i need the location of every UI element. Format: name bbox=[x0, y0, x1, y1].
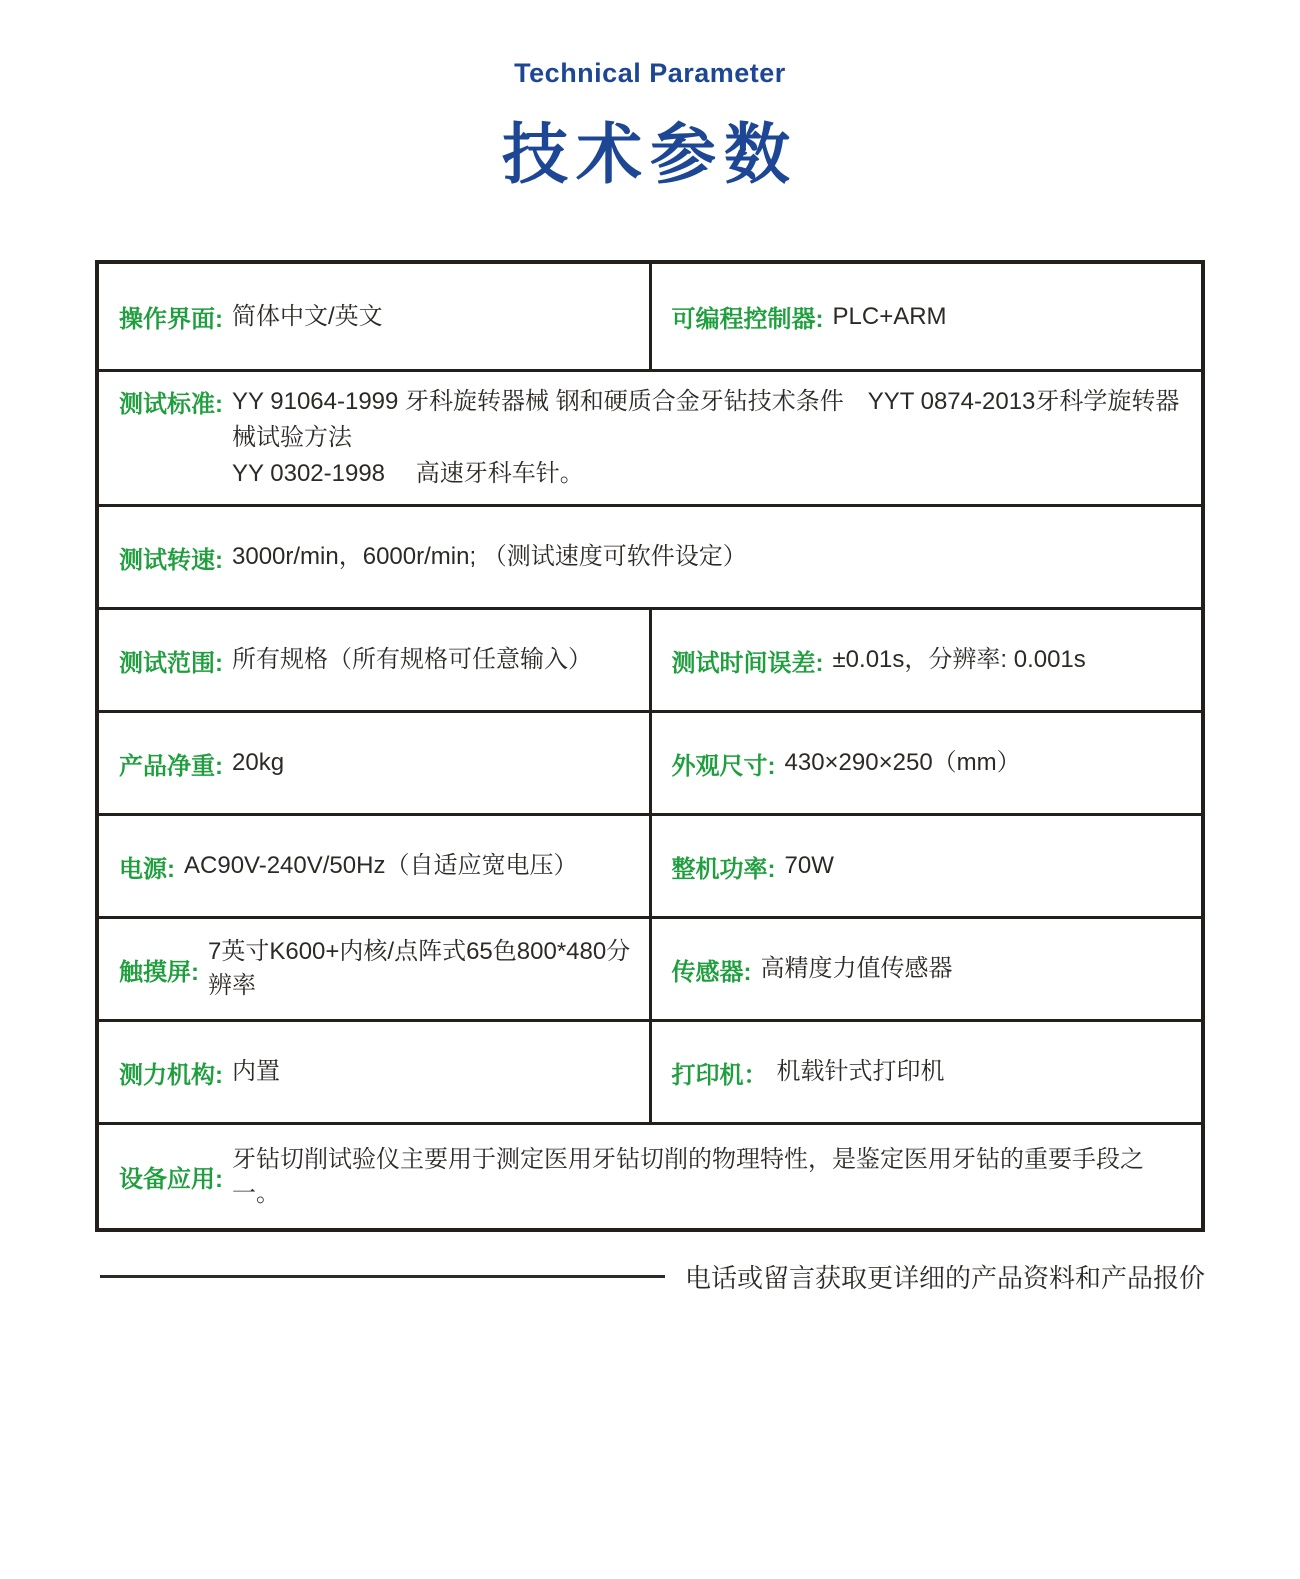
spec-cell-sensor bbox=[649, 919, 1202, 1019]
spec-label: 测力机构: bbox=[119, 1061, 223, 1089]
spec-cell-operation-interface bbox=[99, 264, 649, 369]
spec-value: 20kg bbox=[232, 749, 285, 776]
spec-label: 产品净重: bbox=[119, 752, 223, 780]
table-row bbox=[99, 919, 1201, 1022]
spec-label: 测试标准: bbox=[119, 391, 223, 418]
spec-label: 可编程控制器: bbox=[671, 306, 824, 333]
spec-value: ±0.01s，分辨率: 0.001s bbox=[832, 646, 1086, 673]
spec-cell-time-error bbox=[649, 610, 1202, 710]
spec-label: 设备应用: bbox=[119, 1166, 223, 1193]
spec-label: 整机功率: bbox=[671, 855, 776, 883]
spec-cell-net-weight bbox=[99, 713, 649, 813]
spec-cell-test-speed bbox=[99, 507, 1201, 607]
spec-label: 触摸屏: bbox=[119, 958, 199, 986]
spec-value: PLC+ARM bbox=[832, 302, 947, 330]
spec-value: 7英寸K600+内核/点阵式65色800*480分辨率 bbox=[208, 938, 631, 999]
spec-cell-application bbox=[99, 1125, 1201, 1228]
spec-value: 牙钻切削试验仪主要用于测定医用牙钻切削的物理特性，是鉴定医用牙钻的重要手段之一。 bbox=[232, 1145, 1144, 1207]
spec-value: AC90V-240V/50Hz（自适应宽电压） bbox=[184, 852, 578, 879]
spec-label: 传感器: bbox=[671, 958, 752, 986]
spec-label: 测试时间误差: bbox=[671, 649, 824, 677]
spec-value: 70W bbox=[784, 852, 834, 879]
page-title: 技术参数 bbox=[502, 117, 798, 191]
spec-value: 内置 bbox=[232, 1058, 280, 1085]
spec-cell-programmable-controller bbox=[649, 264, 1202, 369]
table-row bbox=[99, 1125, 1201, 1228]
spec-value: 所有规格（所有规格可任意输入） bbox=[232, 646, 592, 673]
spec-value-line-1: YY 91064-1999 牙科旋转器械 钢和硬质合金牙钻技术条件 YYT 0874-2013牙科学旋转器械试验方法 bbox=[232, 388, 1180, 451]
footer-note: 电话或留言获取更详细的产品资料和产品报价 bbox=[684, 1263, 1205, 1293]
table-row bbox=[99, 264, 1201, 372]
footer bbox=[100, 1258, 1205, 1295]
spec-cell-power-supply bbox=[99, 816, 649, 916]
spec-cell-force-mechanism bbox=[99, 1022, 649, 1122]
spec-label: 电源: bbox=[119, 855, 175, 883]
spec-cell-touch-screen bbox=[99, 919, 649, 1019]
spec-label: 打印机： bbox=[671, 1061, 768, 1089]
spec-cell-test-range bbox=[99, 610, 649, 710]
spec-value: 高精度力值传感器 bbox=[760, 955, 953, 982]
table-row bbox=[99, 372, 1201, 507]
spec-value: 机载针式打印机 bbox=[776, 1058, 945, 1085]
spec-value-multiline bbox=[232, 384, 1183, 492]
spec-value: 3000r/min，6000r/min; （测试速度可软件设定） bbox=[232, 543, 747, 570]
spec-label: 外观尺寸: bbox=[671, 752, 776, 780]
spec-value: 430×290×250（mm） bbox=[784, 749, 1021, 776]
spec-label: 测试转速: bbox=[119, 546, 223, 574]
spec-table bbox=[95, 260, 1205, 1232]
page-header bbox=[0, 0, 1300, 196]
spec-cell-total-power bbox=[649, 816, 1202, 916]
spec-label: 测试范围: bbox=[119, 649, 223, 677]
title-english: Technical Parameter bbox=[514, 58, 786, 88]
table-row bbox=[99, 816, 1201, 919]
spec-cell-test-standard bbox=[99, 372, 1201, 504]
spec-label: 操作界面: bbox=[119, 306, 223, 333]
spec-cell-dimensions bbox=[649, 713, 1202, 813]
table-row bbox=[99, 610, 1201, 713]
table-row bbox=[99, 507, 1201, 610]
spec-value-line-2: YY 0302-1998 高速牙科车针。 bbox=[232, 460, 584, 487]
table-row bbox=[99, 1022, 1201, 1125]
spec-cell-printer bbox=[649, 1022, 1202, 1122]
spec-value: 简体中文/英文 bbox=[232, 302, 383, 330]
footer-divider-line bbox=[100, 1275, 665, 1278]
table-row bbox=[99, 713, 1201, 816]
